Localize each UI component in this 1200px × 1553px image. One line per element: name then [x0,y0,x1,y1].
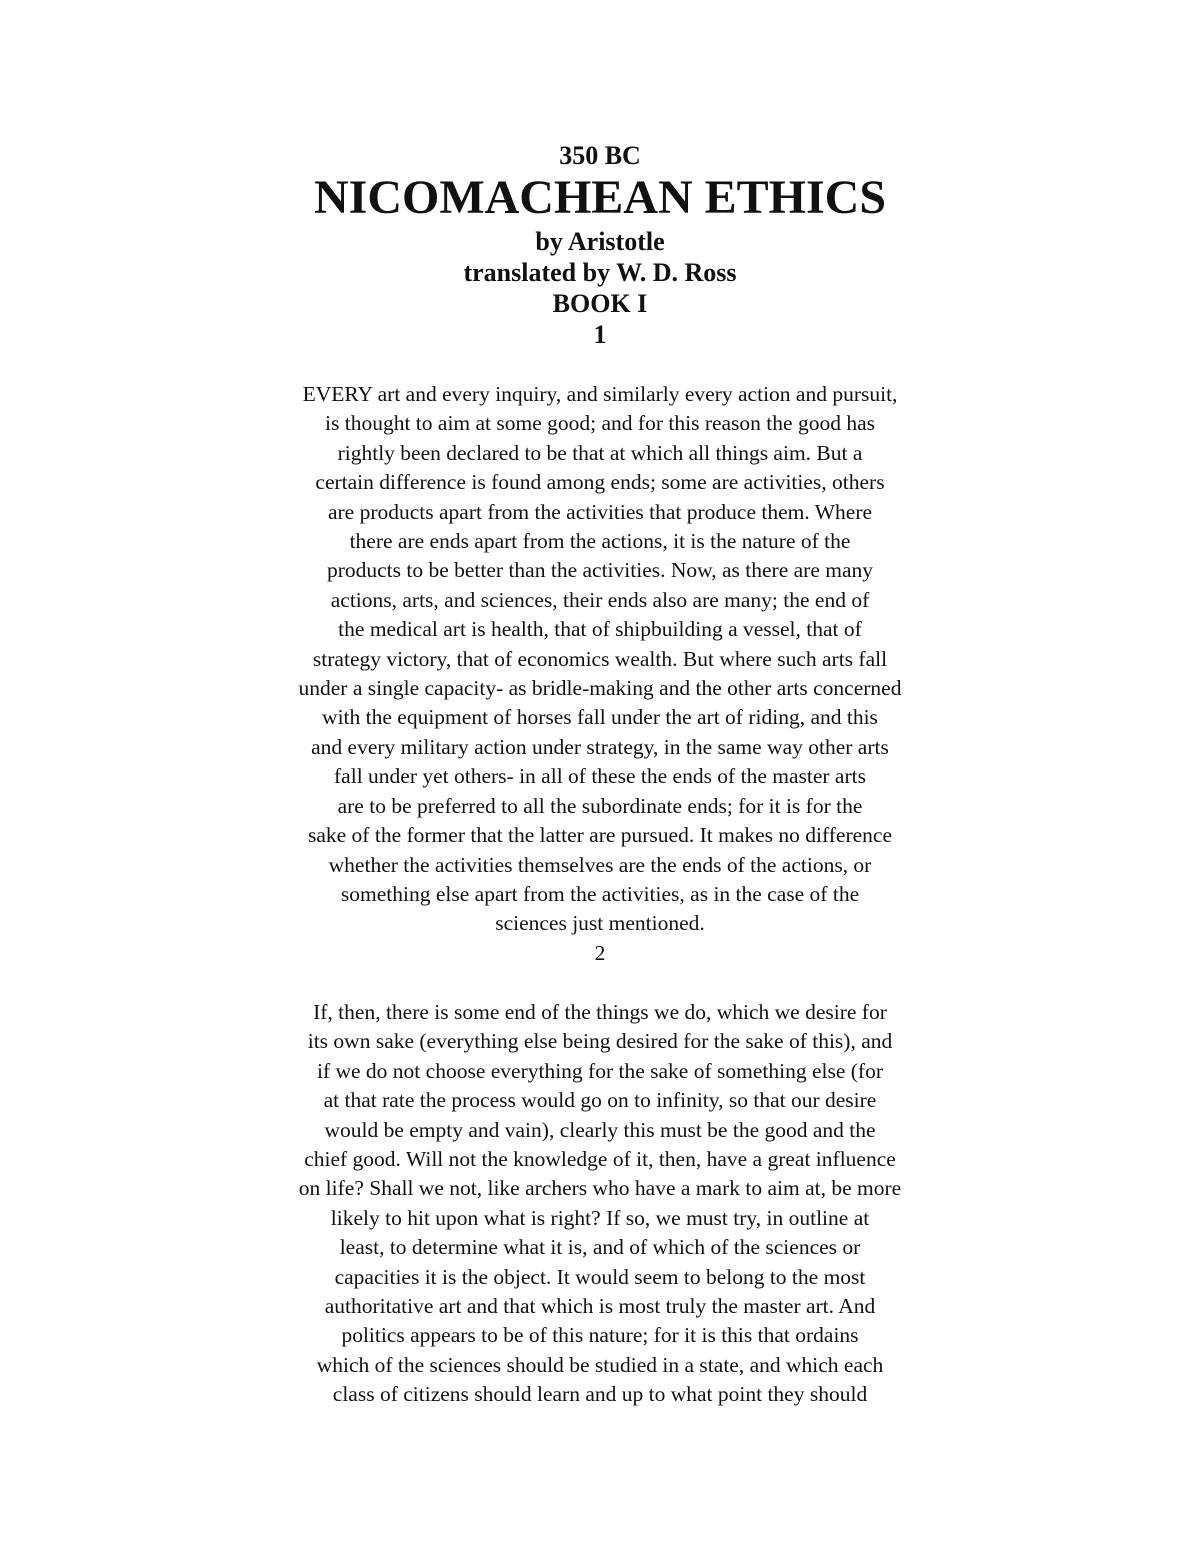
paragraph-1 [270,380,930,939]
document-title: NICOMACHEAN ETHICS [313,171,887,224]
text-line: the medical art is health, that of shipbuilding a vessel, that of [338,617,862,642]
text-line: products to be better than the activities. Now, as there are many [326,558,874,583]
text-line: its own sake (everything else being desired for the sake of this), and [307,1029,893,1054]
text-line: under a single capacity- as bridle-making and the other arts concerned [298,676,902,701]
paragraph-2 [270,998,930,1410]
text-line: rightly been declared to be that at which all things aim. But a [337,440,863,465]
text-line: fall under yet others- in all of these the ends of the master arts [334,764,866,789]
text-line: something else apart from the activities, as in the case of the [340,881,860,906]
text-line: certain difference is found among ends; some are activities, others [315,470,885,495]
text-line: If, then, there is some end of the things we do, which we desire for [313,1000,887,1024]
text-line: there are ends apart from the actions, it is the nature of the [349,529,851,554]
text-line: and every military action under strategy, in the same way other arts [311,734,889,759]
text-line: on life? Shall we not, like archers who have a mark to aim at, be more [298,1176,902,1201]
text-line: capacities it is the object. It would seem to belong to the most [334,1264,866,1289]
section-number-1: 1 [593,320,607,349]
text-line: are products apart from the activities that produce them. Where [327,499,873,524]
text-line: is thought to aim at some good; and for this reason the good has [325,411,875,436]
text-line: chief good. Will not the knowledge of it, then, have a great influence [304,1147,896,1172]
book-heading: BOOK I [552,289,648,318]
text-line: authoritative art and that which is most truly the master art. And [324,1294,876,1319]
date-heading: 350 BC [559,141,641,170]
text-line: likely to hit upon what is right? If so, we must try, in outline at [330,1205,870,1230]
section-number-2: 2 [594,941,606,965]
text-line: with the equipment of horses fall under the art of riding, and this [322,705,878,730]
text-line: at that rate the process would go on to infinity, so that our desire [323,1088,877,1113]
text-line: whether the activities themselves are the ends of the actions, or [328,852,872,877]
document-header [0,140,1200,350]
text-line: strategy victory, that of economics wealth. But where such arts fall [312,646,888,671]
author-line: by Aristotle [535,227,665,256]
text-line: actions, arts, and sciences, their ends also are many; the end of [330,587,870,612]
text-line: which of the sciences should be studied in a state, and which each [316,1352,884,1377]
text-line: EVERY art and every inquiry, and similarly every action and pursuit, [302,382,898,406]
text-line: if we do not choose everything for the sake of something else (for [316,1058,883,1083]
text-line: sake of the former that the latter are pursued. It makes no difference [307,823,893,848]
translator-line: translated by W. D. Ross [463,258,737,287]
text-line: least, to determine what it is, and of which of the sciences or [339,1235,861,1260]
text-line: class of citizens should learn and up to what point they should [332,1382,868,1407]
text-line: sciences just mentioned. [495,911,705,936]
text-line: would be empty and vain), clearly this must be the good and the [324,1117,876,1142]
text-line: politics appears to be of this nature; for it is this that ordains [341,1323,859,1348]
text-line: are to be preferred to all the subordinate ends; for it is for the [337,793,863,818]
